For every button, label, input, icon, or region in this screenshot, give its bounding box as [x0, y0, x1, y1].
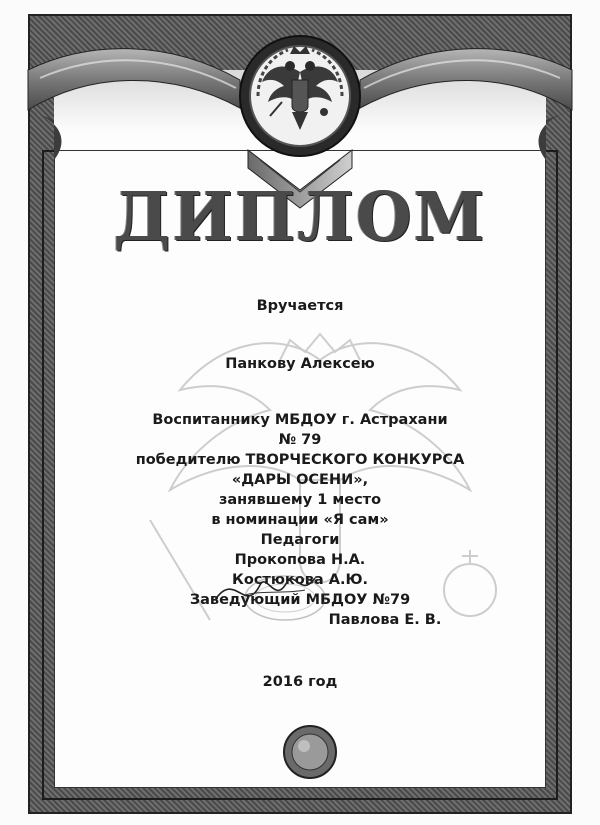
recipient-name: Панкову Алексею	[225, 356, 375, 372]
awarded-label: Вручается	[256, 298, 344, 314]
institution-number: № 79	[278, 432, 322, 448]
nomination-line: в номинации «Я сам»	[211, 512, 389, 528]
head-name: Павлова Е. В.	[328, 612, 442, 628]
double-headed-eagle-emblem	[236, 32, 364, 160]
winner-line: победителю ТВОРЧЕСКОГО КОНКУРСА	[135, 452, 465, 468]
pupil-line: Воспитаннику МБДОУ г. Астрахани	[152, 412, 448, 428]
round-seal	[280, 722, 340, 782]
diploma-body	[0, 296, 600, 692]
year: 2016 год	[262, 674, 338, 690]
teacher-1: Прокопова Н.А.	[234, 552, 366, 568]
contest-name: «ДАРЫ ОСЕНИ»,	[231, 472, 369, 488]
teachers-label: Педагоги	[260, 532, 340, 548]
spacer	[0, 374, 600, 410]
spacer	[0, 630, 600, 672]
place-line: занявшему 1 место	[218, 492, 382, 508]
teacher-2: Костюкова А.Ю.	[232, 572, 368, 588]
signature	[205, 560, 325, 620]
diploma-title: ДИПЛОМ	[113, 178, 487, 257]
spacer	[0, 316, 600, 354]
head-label: Заведующий МБДОУ №79	[189, 592, 411, 608]
